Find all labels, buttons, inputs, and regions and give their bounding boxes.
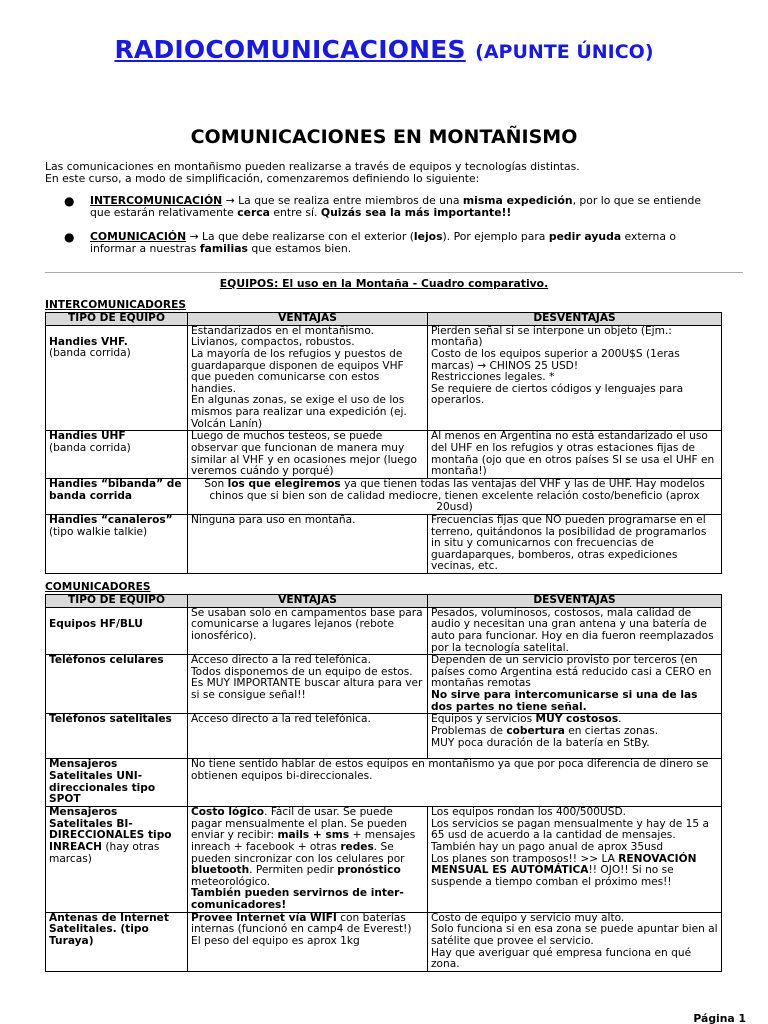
table-row <box>46 759 722 807</box>
intercom-table <box>45 312 722 574</box>
cell-line <box>431 655 718 690</box>
pros-cell <box>188 714 428 759</box>
header-cons: DESVENTAJAS <box>428 313 722 326</box>
text-run: Todos disponemos de un equipo de estos. <box>191 665 413 678</box>
text-run: . Se pueden sincronizar con los celulares por <box>191 840 405 865</box>
text-run: los que elegiremos <box>227 477 341 490</box>
text-run: Los servicios se pagan mensualmente y hay de 15 a 65 usd de acuerdo a la cantidad de mensajes. <box>431 817 709 842</box>
text-run: Acceso directo a la red telefónica. <box>191 713 371 726</box>
pros-cell <box>188 514 428 573</box>
text-run: Restricciones legales. * <box>431 371 555 384</box>
definition-item <box>64 195 724 219</box>
equipment-title: EQUIPOS: El uso en la Montaña - Cuadro comparativo. <box>219 277 549 290</box>
text-run: Mensajeros Satelitales UNI-direccionales tipo SPOT <box>49 758 156 806</box>
equipment-type-cell <box>46 912 188 971</box>
header-type: TIPO DE EQUIPO <box>46 595 188 608</box>
cell-line <box>431 384 718 407</box>
text-run: Pierden señal si se interpone un objeto (Ejm.: montaña) <box>431 324 672 349</box>
text-run: lejos <box>413 230 443 244</box>
equipment-type-cell <box>46 325 188 431</box>
text-run: Es MUY IMPORTANTE buscar altura para ver si se consigue señal!! <box>191 677 423 702</box>
cell-line <box>191 936 424 948</box>
text-run: Ninguna para uso en montaña. <box>191 513 356 526</box>
horizontal-rule <box>45 272 743 273</box>
table-row <box>46 806 722 912</box>
text-run: Son <box>204 477 228 490</box>
cell-line <box>431 690 718 713</box>
text-run: La que debe realizarse con el exterior ( <box>202 230 414 244</box>
text-run: Quizás sea la más importante!! <box>320 206 512 220</box>
cell-line <box>431 349 718 372</box>
text-run: MUY costosos <box>535 713 619 726</box>
cell-line <box>191 714 424 726</box>
table-row <box>46 607 722 655</box>
text-run: que estamos bien. <box>247 242 352 256</box>
comm-caption: COMUNICADORES <box>45 581 151 593</box>
text-run: en ciertas zonas. <box>564 725 659 738</box>
text-run: Teléfonos satelitales <box>49 713 172 726</box>
cell-line <box>191 395 424 430</box>
cell-line <box>431 515 718 573</box>
equipment-type-cell <box>46 431 188 479</box>
cell-line <box>191 515 424 527</box>
pros-cell <box>188 912 428 971</box>
text-run: Livianos, compactos, robustos. <box>191 336 355 349</box>
cons-cell <box>428 325 722 431</box>
text-run: familias <box>199 242 248 256</box>
text-run: Los planes son tramposos!! >> LA <box>431 852 619 865</box>
text-run: Equipos HF/BLU <box>49 617 143 630</box>
text-run: Hay que averiguar qué empresa funciona en qué zona. <box>431 946 692 971</box>
text-run: La que se realiza entre miembros de una <box>238 194 463 207</box>
intercom-caption: INTERCOMUNICADORES <box>45 299 186 311</box>
arrow-icon: → <box>222 194 239 207</box>
cell-line <box>431 948 718 971</box>
text-run: También pueden servirnos de inter-comunicadores! <box>191 887 404 912</box>
table-header-row <box>46 313 722 326</box>
header-type: TIPO DE EQUIPO <box>46 313 188 326</box>
text-run: Costo de equipo y servicio muy alto. <box>431 911 625 924</box>
text-run: externa o informar a nuestras <box>90 230 677 256</box>
header-pros: VENTAJAS <box>188 595 428 608</box>
text-run: Estandarizados en el montañismo. <box>191 324 374 337</box>
text-run: con baterías internas (funcionó en camp4 de Everest!) <box>191 911 412 936</box>
comm-table <box>45 594 722 972</box>
table-row <box>46 514 722 573</box>
equipment-type-cell <box>46 514 188 573</box>
text-run: Handies “bibanda” de banda corrida <box>49 477 182 502</box>
equipment-type-cell <box>46 806 188 912</box>
equipment-type-cell <box>46 607 188 655</box>
text-run: Acceso directo a la red telefónica. <box>191 654 371 667</box>
section-title: COMUNICACIONES EN MONTAÑISMO <box>190 126 578 148</box>
cons-cell <box>428 714 722 759</box>
cell-line <box>191 431 424 478</box>
cell-line <box>431 924 718 947</box>
equipment-type-cell <box>46 714 188 759</box>
text-run: (banda corrida) <box>49 347 131 360</box>
text-run: El peso del equipo es aprox 1kg <box>191 935 360 948</box>
text-run: Mensajeros Satelitales BI-DIRECCIONALES tipo INREACH <box>49 805 172 853</box>
text-run: Pesados, voluminosos, costosos, mala calidad de audio y necesitan una gran antena y una batería de auto para funcionar. Hoy en dia fueron reemplazados por la tecnología satelital. <box>431 606 714 654</box>
cons-cell <box>428 806 722 912</box>
text-run: pronóstico <box>337 864 401 877</box>
text-run: cerca <box>237 206 270 220</box>
text-run: cobertura <box>506 725 565 738</box>
text-run: Se requiere de ciertos códigos y lenguajes para operarlos. <box>431 382 684 407</box>
cons-cell <box>428 912 722 971</box>
cons-cell <box>428 514 722 573</box>
document-title-sub: (APUNTE ÚNICO) <box>475 41 654 63</box>
text-run: bluetooth <box>191 864 250 877</box>
text-run: Solo funciona si en esa zona se puede apuntar bien al satélite que provee el servicio. <box>431 923 718 948</box>
text-run: !! OJO!! Si no se suspende a tiempo comban el próximo mes!! <box>431 864 674 888</box>
text-run: Problemas de <box>431 725 507 738</box>
definition-term: COMUNICACIÓN <box>90 230 187 244</box>
text-run: Luego de muchos testeos, se puede observar que funcionan de manera muy similar al VHF y en ocasiones mejor (luego veremos cuándo y porqué) <box>191 430 417 478</box>
table-header-row <box>46 595 722 608</box>
text-run: meteorológico. <box>191 875 271 888</box>
text-run: , por lo que se entiende que estarán relativamente <box>90 194 701 220</box>
cons-cell <box>428 431 722 479</box>
merged-cell <box>188 759 722 807</box>
header-cons: DESVENTAJAS <box>428 595 722 608</box>
text-run: Costo de los equipos superior a 200U$S (1eras marcas) → CHINOS 25 USD! <box>431 347 680 372</box>
text-run: pedir ayuda <box>548 230 622 244</box>
merged-cell <box>188 478 722 514</box>
header-pros: VENTAJAS <box>188 313 428 326</box>
text-run: Antenas de Internet Satelitales. (tipo Turaya) <box>49 911 169 948</box>
text-run: La mayoría de los refugios y puestos de guardaparque disponen de equipos VHF que pueden comunicarse con estos handies. <box>191 347 404 395</box>
text-run: ya que tienen todas las ventajas del VHF y las de UHF. Hay modelos chinos que si bien son de calidad mediocre, tienen excelente relación costo/beneficio (aprox 20usd) <box>209 477 705 514</box>
bullet-icon: ● <box>64 194 75 208</box>
text-run: Handies “canaleros” <box>49 513 173 526</box>
cell-line <box>431 738 718 750</box>
text-run: RENOVACIÓN MENSUAL ES AUTOMÁTICA <box>431 852 697 877</box>
table-row <box>46 325 722 431</box>
cell-line <box>191 349 424 396</box>
cell-line <box>431 819 718 842</box>
cell-line <box>191 678 424 701</box>
table-row <box>46 714 722 759</box>
definition-item <box>64 231 724 255</box>
text-run: Al menos en Argentina no está estandarizado el uso del UHF en los refugios y otras estaciones fijas de montaña (ojo que en otros países SI se usa el UHF en montaña!) <box>431 430 715 478</box>
text-run: . Permiten pedir <box>249 864 338 877</box>
text-run: Equipos y servicios <box>431 713 536 726</box>
text-run: entre sí. <box>269 206 321 220</box>
text-run: mails + sms <box>277 829 350 842</box>
text-run: En algunas zonas, se exige el uso de los mismos para realizar una expedición (ej. Volcán Lanín) <box>191 394 407 430</box>
intro-paragraph <box>45 161 735 185</box>
pros-cell <box>188 325 428 431</box>
intro-line: Las comunicaciones en montañismo pueden realizarse a través de equipos y tecnologías distintas. <box>45 160 580 173</box>
pros-cell <box>188 806 428 912</box>
definition-term: INTERCOMUNICACIÓN <box>90 194 223 207</box>
text-run: (hay otras marcas) <box>49 840 160 865</box>
text-run: Se usaban solo en campamentos base para comunicarse a lugares lejanos (rebote ionosférico). <box>191 606 423 642</box>
text-run: misma expedición <box>462 194 573 207</box>
text-run: . <box>618 713 622 726</box>
text-run: Handies VHF. <box>49 335 128 348</box>
document-title <box>0 36 768 64</box>
table-row <box>46 478 722 514</box>
text-run: + mensajes inreach + facebook + otras <box>191 829 416 853</box>
cell-line <box>191 807 424 888</box>
document-title-main: RADIOCOMUNICACIONES <box>114 35 466 64</box>
cons-cell <box>428 655 722 714</box>
cell-line <box>191 888 424 911</box>
cons-cell <box>428 607 722 655</box>
cell-line <box>431 608 718 655</box>
text-run: . Fácil de usar. Se puede pagar mensualmente el plan. Se pueden enviar y recibir: <box>191 805 407 842</box>
bullet-icon: ● <box>64 230 75 245</box>
equipment-type-cell <box>46 478 188 514</box>
cell-line <box>191 913 424 936</box>
text-run: Frecuencias fijas que NO pueden programarse en el terreno, quitándonos la posibilidad de programarlos in situ y comunicarnos con frecuencias de guardaparques, bomberos, otras expediciones vecinas, etc. <box>431 513 707 573</box>
cell-line <box>431 431 718 478</box>
definitions-list <box>64 195 724 267</box>
pros-cell <box>188 607 428 655</box>
equipment-type-cell <box>46 759 188 807</box>
text-run: ). Por ejemplo para <box>442 230 549 244</box>
text-run: (banda corrida) <box>49 442 131 455</box>
text-run: Los equipos rondan los 400/500USD. <box>431 805 627 818</box>
equipment-type-cell <box>46 655 188 714</box>
text-run: También hay un pago anual de aprox 35usd <box>431 840 664 853</box>
cell-line <box>191 608 424 643</box>
text-run: Dependen de un servicio provisto por terceros (en países como Argentina está reducido casi a CERO en montañas remotas <box>431 654 712 690</box>
text-run: Teléfonos celulares <box>49 654 164 667</box>
table-row <box>46 431 722 479</box>
page-number: Página 1 <box>693 1012 746 1024</box>
text-run: redes <box>340 840 374 853</box>
table-row <box>46 912 722 971</box>
text-run: MUY poca duración de la batería en StBy. <box>431 736 650 749</box>
pros-cell <box>188 655 428 714</box>
table-row <box>46 655 722 714</box>
text-run: Handies UHF <box>49 430 126 443</box>
text-run: Provee Internet vía WIFI <box>191 911 337 924</box>
arrow-icon: → <box>186 230 203 244</box>
intro-line: En este curso, a modo de simplificación, comenzaremos definiendo lo siguiente: <box>45 172 480 186</box>
text-run: Costo lógico <box>191 805 265 818</box>
text-run: (tipo walkie talkie) <box>49 525 148 538</box>
text-run: No sirve para intercomunicarse si una de las dos partes no tiene señal. <box>431 689 698 713</box>
cell-line <box>431 854 718 889</box>
pros-cell <box>188 431 428 479</box>
text-run: No tiene sentido hablar de estos equipos en montañismo ya que por poca diferencia de dinero se obtienen equipos bi-direccionales. <box>191 758 709 783</box>
cell-line <box>431 326 718 349</box>
